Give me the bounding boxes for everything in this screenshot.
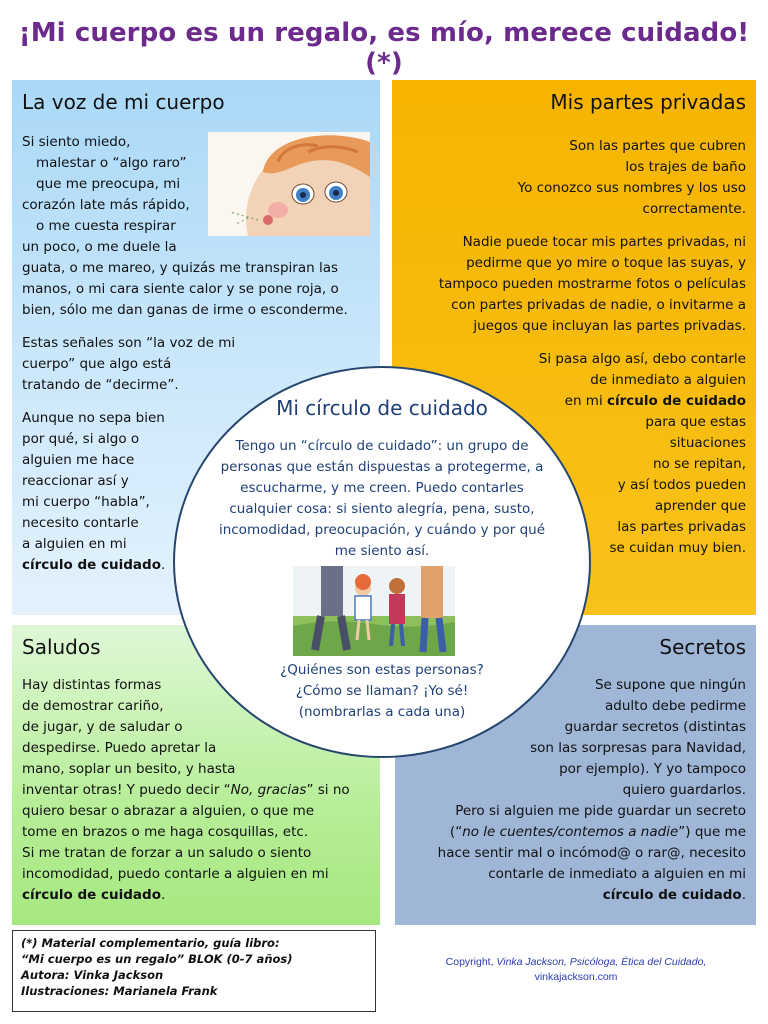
- text-line: tratando de “decirme”.: [22, 377, 179, 393]
- text-line: ¿Cómo se llaman? ¡Yo sé!: [295, 683, 469, 699]
- text-line: incomodidad, preocupación, y cuándo y por qué: [218, 522, 546, 538]
- copyright-site: vinkajackson.com: [534, 971, 618, 983]
- text-line: Estas señales son “la voz de mi: [22, 335, 236, 351]
- text-line: bien, sólo me dan ganas de irme o esconderme.: [22, 302, 348, 318]
- text-line: correctamente.: [642, 201, 746, 217]
- text-line: tampoco pueden mostrarme fotos o películas: [438, 276, 746, 292]
- text-line: Hay distintas formas: [22, 677, 162, 693]
- text-line: mi cuerpo “habla”,: [22, 494, 150, 510]
- text-line: Si siento miedo,: [22, 134, 131, 150]
- text-line: hace sentir mal o incómod@ o rar@, necesito: [437, 845, 746, 861]
- text-line: incomodidad, puedo contarle a alguien en mi: [22, 866, 329, 882]
- text-line: guardar secretos (distintas: [564, 719, 746, 735]
- text-line: de inmediato a alguien: [590, 372, 746, 388]
- footnote-line: Ilustraciones: Marianela Frank: [21, 984, 218, 998]
- copyright-author: Vinka Jackson, Psicóloga, Ética del Cuidado,: [496, 956, 707, 968]
- text-line: quiero besar o abrazar a alguien, o que me: [22, 803, 315, 819]
- text-end: .: [160, 887, 166, 903]
- text-line: situaciones: [669, 435, 746, 451]
- footnote-box: [12, 930, 376, 1012]
- footnote-line: (*) Material complementario, guía libro:: [21, 936, 280, 950]
- text-line: las partes privadas: [617, 519, 746, 535]
- circulo-heading: Mi círculo de cuidado: [276, 396, 488, 420]
- circulo-de-cuidado: [173, 366, 591, 758]
- voz-heading: La voz de mi cuerpo: [22, 90, 225, 114]
- text-line: escucharme, y me creen. Puedo contarles: [240, 480, 524, 496]
- saludos-heading: Saludos: [22, 635, 101, 659]
- footnote-line: “Mi cuerpo es un regalo” BLOK (0-7 años): [21, 952, 293, 966]
- family-walking-illustration: [293, 566, 455, 656]
- text-line: personas que están dispuestas a protegerme, a: [220, 459, 544, 475]
- text-line: (“: [449, 824, 463, 840]
- text-line: Si me tratan de forzar a un saludo o siento: [22, 845, 312, 861]
- text-line: mano, soplar un besito, y hasta: [22, 761, 236, 777]
- text-line: para que estas: [645, 414, 746, 430]
- text-line: y así todos pueden: [617, 477, 746, 493]
- text-line: pedirme que yo mire o toque las suyas, y: [466, 255, 746, 271]
- text-line: no se repitan,: [652, 456, 746, 472]
- no-le-cuentes-italic: no le cuentes/contemos a nadie: [462, 824, 679, 840]
- privadas-heading: Mis partes privadas: [550, 90, 746, 114]
- no-gracias-italic: No, gracias: [230, 782, 307, 798]
- text-line: ”) que me: [678, 824, 746, 840]
- text-line: Tengo un “círculo de cuidado”: un grupo de: [235, 438, 529, 454]
- circulo-cuidado-bold: círculo de cuidado: [607, 393, 746, 409]
- text-line: un poco, o me duele la: [22, 239, 177, 255]
- text-line: reaccionar así y: [22, 473, 129, 489]
- text-line: guata, o me mareo, y quizás me transpiran las: [22, 260, 339, 276]
- circulo-cuidado-bold: círculo de cuidado: [602, 887, 742, 903]
- text-line: manos, o mi cara siente calor y se pone roja, o: [22, 281, 339, 297]
- text-end: .: [741, 887, 746, 903]
- page-title: ¡Mi cuerpo es un regalo, es mío, merece cuidado! (*): [18, 18, 750, 78]
- text-line: malestar o “algo raro”: [36, 155, 187, 171]
- circulo-cuidado-bold: círculo de cuidado: [22, 557, 161, 573]
- text-line: a alguien en mi: [22, 536, 127, 552]
- text-line: inventar otras! Y puedo decir “: [22, 782, 231, 798]
- text-line: que me preocupa, mi: [36, 176, 181, 192]
- text-line: cuerpo” que algo está: [22, 356, 172, 372]
- text-line: Se supone que ningún: [594, 677, 746, 693]
- text-line: de jugar, y de saludar o: [22, 719, 183, 735]
- text-line: adulto debe pedirme: [605, 698, 746, 714]
- text-line: aprender que: [654, 498, 746, 514]
- text-line: los trajes de baño: [625, 159, 746, 175]
- text-line: me siento así.: [334, 543, 430, 559]
- text-line: (nombrarlas a cada una): [298, 704, 466, 720]
- text-line: son las sorpresas para Navidad,: [530, 740, 746, 756]
- text-line: Nadie puede tocar mis partes privadas, ni: [462, 234, 746, 250]
- footnote-line: Autora: Vinka Jackson: [21, 968, 164, 982]
- text-line: Pero si alguien me pide guardar un secreto: [455, 803, 746, 819]
- circulo-question: [215, 660, 549, 723]
- text-line: contarle de inmediato a alguien en mi: [488, 866, 746, 882]
- text-line: Son las partes que cubren: [569, 138, 746, 154]
- circulo-cuidado-bold: círculo de cuidado: [22, 887, 161, 903]
- text-line: juegos que incluyan las partes privadas.: [473, 318, 746, 334]
- text-line: quiero guardarlos.: [622, 782, 746, 798]
- text-line: en mi: [564, 393, 608, 409]
- text-line: cualquier cosa: si siento alegría, pena, susto,: [229, 501, 535, 517]
- text-line: con partes privadas de nadie, o invitarme a: [451, 297, 746, 313]
- text-line: ” si no: [306, 782, 350, 798]
- text-line: por qué, si algo o: [22, 431, 140, 447]
- text-line: se cuidan muy bien.: [609, 540, 746, 556]
- text-line: ¿Quiénes son estas personas?: [280, 662, 484, 678]
- text-line: Si pasa algo así, debo contarle: [538, 351, 746, 367]
- circulo-text: [201, 436, 563, 562]
- text-line: alguien me hace: [22, 452, 135, 468]
- text-line: corazón late más rápido,: [22, 197, 190, 213]
- text-line: por ejemplo). Y yo tampoco: [559, 761, 746, 777]
- copyright-prefix: Copyright,: [445, 956, 497, 968]
- text-line: Aunque no sepa bien: [22, 410, 165, 426]
- secretos-heading: Secretos: [659, 635, 746, 659]
- copyright: [396, 955, 756, 985]
- text-line: necesito contarle: [22, 515, 139, 531]
- text-line: tome en brazos o me haga cosquillas, etc.: [22, 824, 309, 840]
- text-line: de demostrar cariño,: [22, 698, 164, 714]
- text-line: despedirse. Puedo apretar la: [22, 740, 217, 756]
- text-line: o me cuesta respirar: [36, 218, 176, 234]
- text-end: .: [160, 557, 166, 573]
- text-line: Yo conozco sus nombres y los uso: [517, 180, 746, 196]
